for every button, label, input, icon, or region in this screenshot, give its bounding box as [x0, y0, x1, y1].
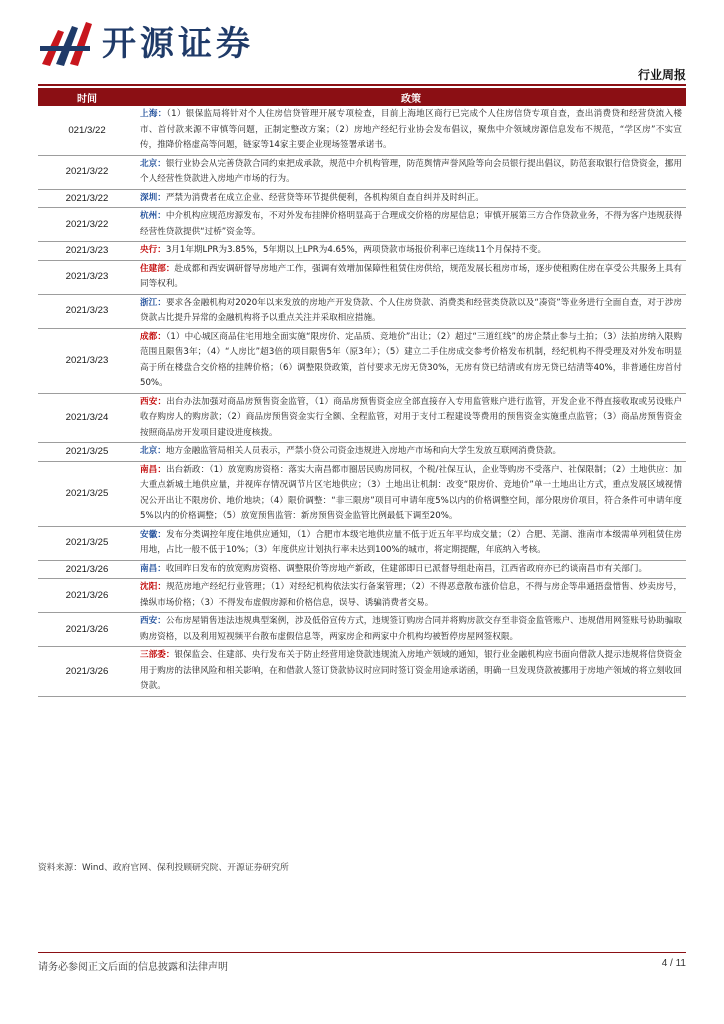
row-date: 2021/3/22	[38, 189, 136, 208]
row-date: 2021/3/26	[38, 613, 136, 647]
table-row	[38, 328, 686, 393]
row-region-separator: ：	[157, 582, 167, 592]
policy-table-header	[38, 88, 686, 106]
row-policy	[136, 647, 686, 697]
table-row	[38, 526, 686, 560]
row-policy-text: 中介机构应规范房源发布，不对外发布挂牌价格明显高于合理成交价格的房屋信息；审慎开展第三方合作贷款业务，不得为客户违规获得经营性贷款提供“过桥”资金等。	[140, 211, 682, 237]
row-policy-text: 3月1年期LPR为3.85%，5年期以上LPR为4.65%，两项贷款市场报价利率已连续11个月保持不变。	[165, 245, 547, 255]
row-policy-text: 收回昨日发布的放宽购房资格、调整限价等房地产新政，住建部即日已派督导组赴南昌，江西省政府亦已约谈南昌市有关部门。	[165, 563, 648, 574]
table-row	[38, 106, 686, 155]
row-region-separator: ：	[157, 331, 167, 342]
brand-logo-icon	[38, 18, 98, 70]
row-date: 2021/3/25	[38, 526, 136, 560]
table-row	[38, 393, 686, 443]
row-date: 2021/3/23	[38, 294, 136, 328]
row-policy-text: （1）中心城区商品住宅用地全面实施“限房价、定品质、竞地价”出让；（2）超过“三道红线”的房企禁止参与土拍；（3）法拍房纳入限购范围且限售3年；（4）“人房比”超3倍的项目限售5年（原3年）；（5）建立二手住房成交参考价格发布机制，经纪机构不得受理及对外发布明显高于所在楼盘合交价格的挂牌价格；（6）调整限贷政策，首付要求无房无贷30%，无房有贷已结清或有房无贷已结清等40%，非普通住房首付50%。	[140, 331, 682, 388]
row-date: 2021/3/26	[38, 579, 136, 613]
row-region-separator: ：	[157, 109, 167, 119]
row-region-separator: ：	[157, 211, 166, 221]
row-policy-text: 地方金融监管局相关人员表示，严禁小贷公司资金违规进入房地产市场和向大学生发放互联网消费贷款。	[165, 446, 562, 456]
row-region: 安徽	[140, 529, 158, 540]
row-policy-text: 出台办法加强对商品房预售资金监管，（1）商品房预售资金应全部直接存入专用监管账户进行监管，开发企业不得直接收取或另设账户收存购房人的购房款；（2）商品房预售资金实行全额、全程监管，对用于支付工程建设等费用的预售资金实施重点监管；（3）商品房预售资金按照商品房开发项目建设进度核拨。	[140, 396, 682, 438]
table-row	[38, 260, 686, 294]
row-date: 2021/3/25	[38, 443, 136, 462]
row-region: 上海	[140, 109, 158, 119]
row-region: 深圳	[140, 192, 158, 203]
row-policy-text: 发布分类调控年度住地供应通知，（1）合肥市本级宅地供应量不低于近五年平均成交量；（2）合肥、芜湖、淮南市本级需单列租赁住房用地，占比一般不低于10%；（3）年度供应计划执行率未达到100%的城市，将定期提醒，年底纳入考核。	[140, 529, 682, 555]
row-region-separator: ：	[157, 158, 166, 169]
row-policy-text: 严禁为消费者在成立企业、经营贷等环节提供便利，各机构须自查自纠并及时纠正。	[165, 192, 484, 203]
row-region: 央行	[140, 245, 158, 255]
row-region-separator: ：	[157, 192, 166, 203]
column-header-policy: 政策	[136, 88, 686, 106]
row-region: 沈阳	[140, 582, 158, 592]
row-date: 2021/3/23	[38, 260, 136, 294]
row-policy	[136, 443, 686, 462]
row-region-separator: ：	[157, 529, 167, 540]
row-policy	[136, 526, 686, 560]
row-policy-text: 赴成都和西安调研督导房地产工作，强调有效增加保障性租赁住房供给，规范发展长租房市场，逐步使租购住房在享受公共服务上具有同等权利。	[140, 263, 682, 289]
row-region: 三部委	[140, 650, 166, 660]
row-region-separator: ：	[157, 297, 166, 308]
row-date: 2021/3/23	[38, 328, 136, 393]
row-policy-text: 银行业协会从完善贷款合同约束把成承款，规范中介机构管理，防范舆情声誉风险等向会员银行提出倡议，防范套取银行信贷资金，挪用个人经营性贷款进入房地产市场的行为。	[140, 158, 682, 184]
table-row	[38, 560, 686, 579]
table-row	[38, 189, 686, 208]
report-type-label: 行业周报	[637, 68, 686, 82]
row-date: 2021/3/25	[38, 461, 136, 526]
row-policy	[136, 106, 686, 155]
row-policy-text: （1）银保监局将针对个人住房信贷管理开展专项检查，目前上海地区商行已完成个人住房信贷专项自查，查出消费贷和经营贷流入楼市、首付款来源不审慎等问题，正制定整改方案；（2）房地产经纪行业协会发布倡议，聚焦中介领域房源信息发布不规范，“学区房”不实宣传，推降价格虚高等问题，链家等14家主要企业现场签署承诺书。	[140, 109, 682, 150]
column-header-date: 时间	[38, 88, 136, 106]
row-region-separator: ：	[165, 263, 175, 274]
row-date: 2021/3/22	[38, 155, 136, 189]
source-note: 资料来源：Wind、政府官网、保利投顾研究院、开源证券研究所	[38, 863, 289, 873]
row-policy	[136, 208, 686, 242]
row-policy	[136, 560, 686, 579]
row-date: 2021/3/23	[38, 242, 136, 261]
table-row	[38, 242, 686, 261]
brand-name: 开源证券	[102, 24, 254, 64]
table-row	[38, 613, 686, 647]
row-region: 杭州	[140, 211, 158, 221]
row-date: 2021/3/26	[38, 560, 136, 579]
row-region: 西安	[140, 616, 158, 626]
brand-logo	[38, 14, 298, 74]
row-region-separator: ：	[165, 650, 175, 660]
row-region: 北京	[140, 158, 158, 169]
table-row	[38, 461, 686, 526]
row-policy	[136, 328, 686, 393]
row-date: 021/3/22	[38, 106, 136, 155]
row-region-separator: ：	[157, 245, 166, 255]
row-date: 2021/3/22	[38, 208, 136, 242]
row-region: 南昌	[140, 464, 158, 475]
row-policy-text: 要求各金融机构对2020年以来发放的房地产开发贷款、个人住房贷款、消费类和经营类贷款以及“凑资”等业务进行全面自查，对于涉房贷款占比提升异常的金融机构将予以重点关注并采取相应措施。	[140, 297, 682, 323]
row-region-separator: ：	[157, 464, 166, 475]
row-region-separator: ：	[157, 446, 166, 456]
page-number: 4 / 11	[661, 958, 686, 969]
row-date: 2021/3/26	[38, 647, 136, 697]
row-region: 住建部	[140, 263, 166, 274]
row-policy	[136, 260, 686, 294]
footer-disclaimer: 请务必参阅正文后面的信息披露和法律声明	[38, 962, 228, 973]
table-row	[38, 208, 686, 242]
row-policy	[136, 393, 686, 443]
table-row	[38, 579, 686, 613]
page-header	[38, 14, 686, 82]
row-region: 北京	[140, 446, 158, 456]
table-row	[38, 155, 686, 189]
row-region-separator: ：	[157, 563, 166, 574]
footer-divider	[38, 952, 686, 953]
row-region: 西安	[140, 396, 158, 407]
row-region: 南昌	[140, 563, 158, 574]
row-policy	[136, 189, 686, 208]
row-policy	[136, 579, 686, 613]
policy-table-body	[38, 106, 686, 696]
row-region-separator: ：	[157, 616, 166, 626]
row-policy	[136, 155, 686, 189]
row-policy	[136, 461, 686, 526]
row-policy-text: 银保监会、住建部、央行发布关于防止经营用途贷款违规流入房地产领域的通知，银行业金融机构应书面向借款人提示违规将信贷资金用于购房的法律风险和相关影响，在和借款人签订贷款协议时应同时签订资金用途承诺函，明确一旦发现贷款被挪用于房地产领域的将立刻收回贷款。	[140, 650, 682, 691]
table-row	[38, 647, 686, 697]
row-region: 浙江	[140, 297, 158, 308]
row-policy	[136, 613, 686, 647]
table-row	[38, 294, 686, 328]
row-policy	[136, 242, 686, 261]
header-divider	[38, 84, 686, 86]
policy-table	[38, 88, 686, 697]
row-policy-text: 规范房地产经纪行业管理；（1）对经纪机构依法实行备案管理；（2）不得恶意散布涨价信息，不得与房企等串通捂盘惜售、炒卖房号，操纵市场价格；（3）不得发布虚假房源和价格信息，误导、诱骗消费者交易。	[140, 582, 682, 608]
row-policy-text: 出台新政：（1）放宽购房资格：落实大南昌都市圈居民购房同权，个税/社保互认，企业等购房不受落户、社保限制；（2）土地供应：加大重点新城土地供应量，并视库存情况调节片区宅地供应；（3）土地出让机制：改变“限房价、竞地价”单一土地出让方式，重点发展区域视情况公开出让不限房价、地价地块；（4）限价调整：“非三限房”项目可申请年度5%以内的价格调整空间，部分限房价项目，符合条件可申请年度5%以内的价格调整；（5）放宽预售监管：新房预售资金监管比例最低下调至20%。	[140, 464, 682, 521]
row-region: 成都	[140, 331, 158, 342]
row-policy-text: 公布房屋销售违法违规典型案例，涉及低俗宣传方式，违规签订购房合同并将购房款交存至非资金监管账户、违规借用网签账号协助骗取购房资格，以及利用短视频平台散布虚假信息等，两家房企和两家中介机构均被暂停房屋网签权限。	[140, 616, 682, 642]
table-row	[38, 443, 686, 462]
row-date: 2021/3/24	[38, 393, 136, 443]
row-policy	[136, 294, 686, 328]
row-region-separator: ：	[157, 396, 167, 407]
